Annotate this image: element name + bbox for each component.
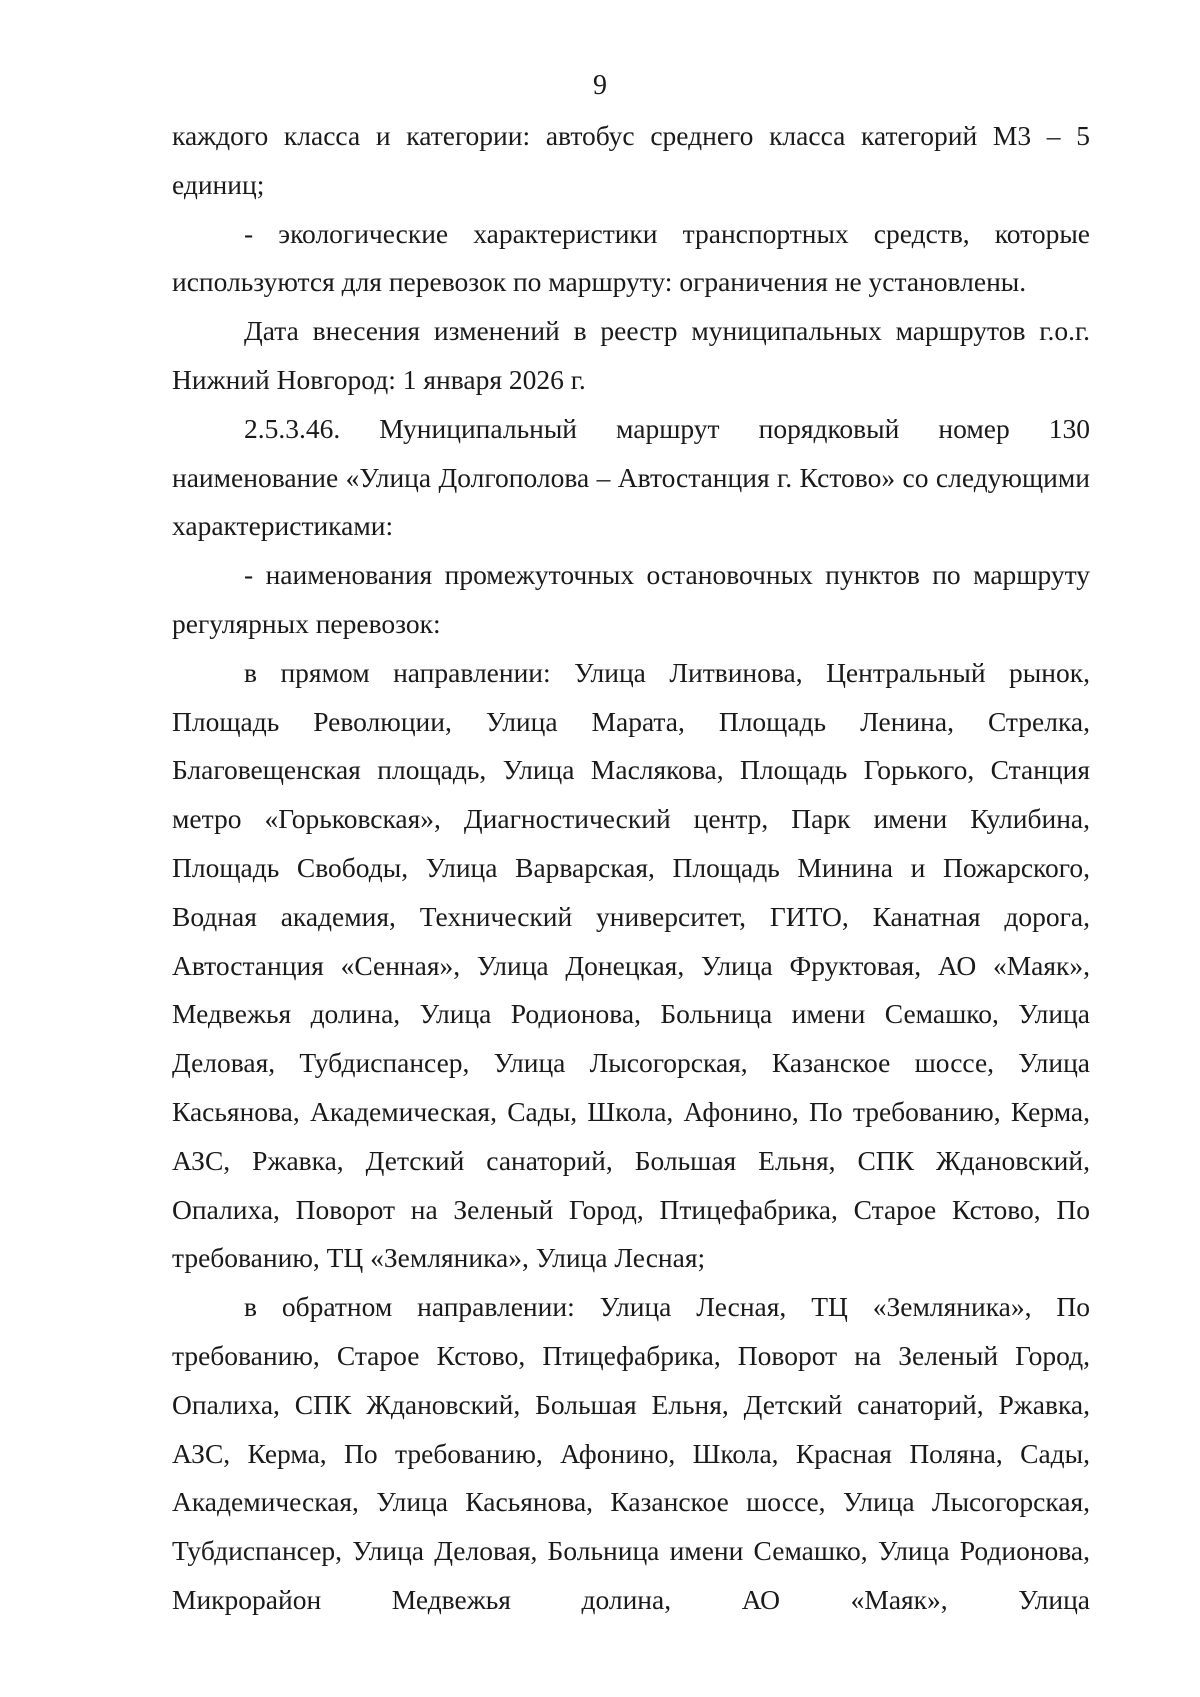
paragraph-registry-change-date: Дата внесения изменений в реестр муниципальных маршрутов г.о.г. Нижний Новгород: 1 января 2026 г. [172,315,1090,395]
page-number: 9 [593,70,607,101]
paragraph-continuation: каждого класса и категории: автобус среднего класса категорий М3 – 5 единиц; [172,120,1090,200]
paragraph-ecological-characteristics: - экологические характеристики транспортных средств, которые используются для перевозок по маршруту: ограничения не установлены. [172,217,1090,298]
paragraph-reverse-direction: в обратном направлении: Улица Лесная, ТЦ «Земляника», По требованию, Старое Кстово, Птицефабрика, Поворот на Зеленый Город, Опалиха, СПК Ждановский, Большая Ельня, Детский санаторий, Ржавка, АЗС, Керма, По требованию, Афонино, Школа, Красная Поляна, Сады, Академическая, Улица Касьянова, Казанское шоссе, Улица Лысогорская, Тубдиспансер, Улица Деловая, Больница имени Семашко, Улица Родионова, Микрорайон Медвежья долина, АО «Маяк», Улица [172,1291,1090,1615]
document-body [172,112,1090,1625]
paragraph-forward-direction: в прямом направлении: Улица Литвинова, Центральный рынок, Площадь Революции, Улица Марата, Площадь Ленина, Стрелка, Благовещенская площадь, Улица Маслякова, Площадь Горького, Станция метро «Горьковская», Диагностический центр, Парк имени Кулибина, Площадь Свободы, Улица Варварская, Площадь Минина и Пожарского, Водная академия, Технический университет, ГИТО, Канатная дорога, Автостанция «Сенная», Улица Донецкая, Улица Фруктовая, АО «Маяк», Медвежья долина, Улица Родионова, Больница имени Семашко, Улица Деловая, Тубдиспансер, Улица Лысогорская, Казанское шоссе, Улица Касьянова, Академическая, Сады, Школа, Афонино, По требованию, Керма, АЗС, Ржавка, Детский санаторий, Большая Ельня, СПК Ждановский, Опалиха, Поворот на Зеленый Город, Птицефабрика, Старое Кстово, По требованию, ТЦ «Земляника», Улица Лесная; [172,656,1090,1274]
paragraph-route-130-heading: 2.5.3.46. Муниципальный маршрут порядковый номер 130 наименование «Улица Долгополова – Автостанция г. Кстово» со следующими характеристиками: [172,412,1090,542]
paragraph-intermediate-stops: - наименования промежуточных остановочных пунктов по маршруту регулярных перевозок: [172,559,1090,639]
